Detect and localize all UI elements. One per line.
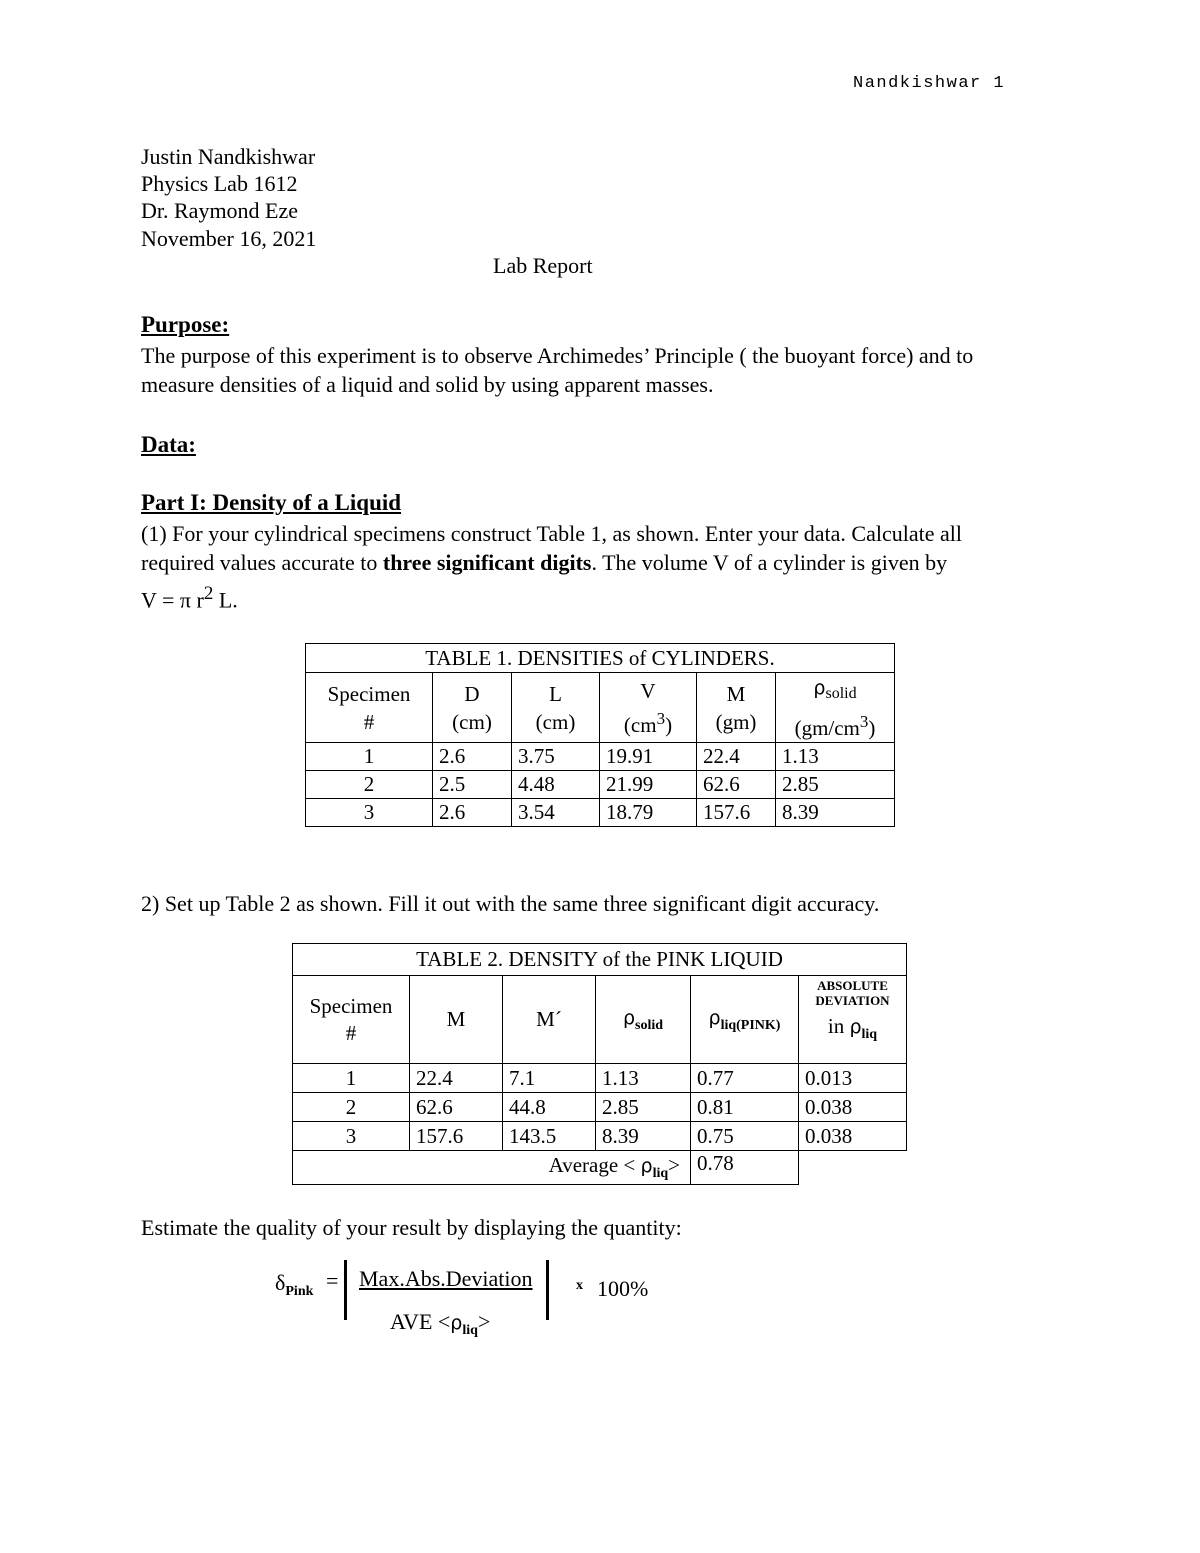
header-top: V [640, 678, 656, 703]
author-name: Justin Nandkishwar [141, 144, 316, 169]
absdev-line-2: DEVIATION [815, 993, 890, 1008]
cell: 2 [293, 1093, 410, 1122]
cell: 18.79 [600, 799, 697, 827]
volume-formula [141, 579, 1061, 614]
header-top: Specimen [327, 681, 411, 706]
equals-sign: = [326, 1268, 339, 1293]
cell: 0.038 [799, 1122, 907, 1151]
abs-bar-right [546, 1260, 549, 1320]
denominator-a: AVE < [390, 1309, 451, 1334]
abs-bar-left [344, 1260, 347, 1320]
header-top: D [464, 681, 480, 706]
rho-sub: solid [635, 1018, 664, 1033]
cell: 22.4 [410, 1064, 503, 1093]
rho-symbol: ρ [813, 677, 826, 699]
cell: 62.6 [697, 771, 776, 799]
cell: 0.77 [691, 1064, 799, 1093]
step2-text: 2) Set up Table 2 as shown. Fill it out with the same three significant digit accuracy. [141, 891, 880, 916]
part1-line-2 [141, 548, 1061, 577]
rho-sub: liq [652, 1166, 669, 1181]
formula-numerator: Max.Abs.Deviation [359, 1266, 533, 1291]
table2 [292, 943, 907, 1185]
cell: 143.5 [503, 1122, 596, 1151]
cell: 2 [306, 771, 433, 799]
table1-header-l [512, 673, 600, 743]
data-heading: Data: [141, 432, 196, 457]
average-label-b: > [668, 1153, 680, 1177]
unit-sup: 3 [656, 708, 666, 728]
table1-header-v [600, 673, 697, 743]
cell: 2.85 [596, 1093, 691, 1122]
rho-sub: liq(PINK) [720, 1018, 781, 1033]
absdev-line-1: ABSOLUTE [817, 978, 888, 993]
rho-sub: solid [825, 685, 857, 702]
percent-value: 100% [597, 1276, 649, 1301]
cell: 4.48 [512, 771, 600, 799]
table1 [305, 643, 895, 827]
cell: 0.038 [799, 1093, 907, 1122]
cell: 1.13 [596, 1064, 691, 1093]
average-label [293, 1151, 691, 1185]
table1-header-rho-solid [776, 673, 895, 743]
rho-sub: liq [861, 1027, 878, 1042]
part1-line-1: (1) For your cylindrical specimens construct Table 1, as shown. Enter your data. Calculate all [141, 521, 962, 546]
instructor-name: Dr. Raymond Eze [141, 198, 299, 223]
formula-b: L. [213, 587, 238, 613]
purpose-line-2: measure densities of a liquid and solid by using apparent masses. [141, 372, 714, 397]
part1-line-2-bold: three significant digits [382, 550, 592, 575]
formula-denominator [390, 1309, 490, 1339]
cell: 62.6 [410, 1093, 503, 1122]
unit-close: ) [868, 716, 876, 740]
header-top: M [726, 681, 746, 706]
formula-a: V = π r [141, 587, 204, 613]
cell: 44.8 [503, 1093, 596, 1122]
rho-symbol: ρ [640, 1155, 653, 1177]
delta-pink [275, 1270, 313, 1300]
empty-cell [799, 1151, 907, 1185]
rho-symbol: ρ [849, 1016, 862, 1038]
part1-heading: Part I: Density of a Liquid [141, 490, 402, 515]
part1-line-2-a: required values accurate to [141, 550, 383, 575]
cell: 1.13 [776, 743, 895, 771]
table1-header-m [697, 673, 776, 743]
rho-symbol: ρ [708, 1007, 721, 1029]
course-name: Physics Lab 1612 [141, 171, 298, 196]
table-row [293, 1122, 907, 1151]
cell: 3 [293, 1122, 410, 1151]
report-date: November 16, 2021 [141, 226, 317, 251]
table-row [306, 771, 895, 799]
absdev-line-3 [805, 1014, 900, 1043]
table2-header-absdev [799, 976, 907, 1064]
delta-sub: Pink [285, 1284, 314, 1299]
cell: 2.85 [776, 771, 895, 799]
table1-header-row [306, 673, 895, 743]
rho-sub: liq [462, 1323, 478, 1338]
average-value: 0.78 [691, 1151, 799, 1185]
cell: 1 [293, 1064, 410, 1093]
unit-sup: 3 [859, 712, 869, 731]
unit: (cm [623, 712, 657, 737]
table2-header-specimen [293, 976, 410, 1064]
table1-title: TABLE 1. DENSITIES of CYLINDERS. [306, 644, 895, 673]
delta-symbol: δ [275, 1270, 286, 1295]
purpose-paragraph [141, 341, 1061, 399]
header-top [782, 673, 888, 708]
absdev-in: in [827, 1014, 850, 1038]
times-sign: x [576, 1278, 583, 1293]
table1-header-d [433, 673, 512, 743]
header-bottom: (cm) [535, 709, 576, 734]
header-bottom: (cm) [452, 709, 492, 734]
average-label-a: Average < [548, 1153, 641, 1177]
table-row [306, 743, 895, 771]
table1-title-row [306, 644, 895, 673]
cell: 2.5 [433, 771, 512, 799]
table2-title-row [293, 944, 907, 976]
running-head: Nandkishwar 1 [853, 74, 1006, 93]
header-bottom [782, 708, 888, 742]
cell: 3.54 [512, 799, 600, 827]
cell: 0.81 [691, 1093, 799, 1122]
cell: 0.013 [799, 1064, 907, 1093]
cell: 1 [306, 743, 433, 771]
header-top: Specimen [309, 993, 393, 1018]
purpose-line-1: The purpose of this experiment is to observe Archimedes’ Principle ( the buoyant force) and to [141, 343, 974, 368]
header-bottom: # [345, 1020, 357, 1045]
cell: 157.6 [697, 799, 776, 827]
cell: 2.6 [433, 799, 512, 827]
unit-close: ) [665, 712, 673, 737]
table-row [293, 1093, 907, 1122]
denominator-b: > [477, 1309, 491, 1334]
cell: 2.6 [433, 743, 512, 771]
cell: 0.75 [691, 1122, 799, 1151]
report-title: Lab Report [493, 253, 593, 278]
part1-line-2-b: . The volume V of a cylinder is given by [591, 550, 948, 575]
formula-sup: 2 [203, 583, 214, 604]
cell: 8.39 [776, 799, 895, 827]
header-bottom: (gm) [715, 709, 757, 734]
header-top: L [549, 681, 562, 706]
header-bottom [606, 705, 690, 739]
table2-header-mprime: M´ [503, 976, 596, 1064]
cell: 7.1 [503, 1064, 596, 1093]
rho-symbol: ρ [450, 1312, 463, 1334]
table-row [293, 1064, 907, 1093]
header-bottom: # [363, 709, 375, 734]
cell: 157.6 [410, 1122, 503, 1151]
cell: 21.99 [600, 771, 697, 799]
part1-paragraph [141, 519, 1061, 614]
purpose-heading: Purpose: [141, 312, 230, 337]
table2-header-rho-liq [691, 976, 799, 1064]
cell: 22.4 [697, 743, 776, 771]
cell: 19.91 [600, 743, 697, 771]
rho-symbol: ρ [622, 1007, 636, 1029]
table2-header-rho-solid [596, 976, 691, 1064]
table2-header-row [293, 976, 907, 1064]
cell: 3.75 [512, 743, 600, 771]
unit: (gm/cm [794, 716, 860, 740]
table2-title: TABLE 2. DENSITY of the PINK LIQUID [293, 944, 907, 976]
estimate-text: Estimate the quality of your result by displaying the quantity: [141, 1215, 682, 1240]
table1-header-specimen [306, 673, 433, 743]
table-row [306, 799, 895, 827]
cell: 8.39 [596, 1122, 691, 1151]
table2-average-row [293, 1151, 907, 1185]
table2-header-m: M [410, 976, 503, 1064]
cell: 3 [306, 799, 433, 827]
